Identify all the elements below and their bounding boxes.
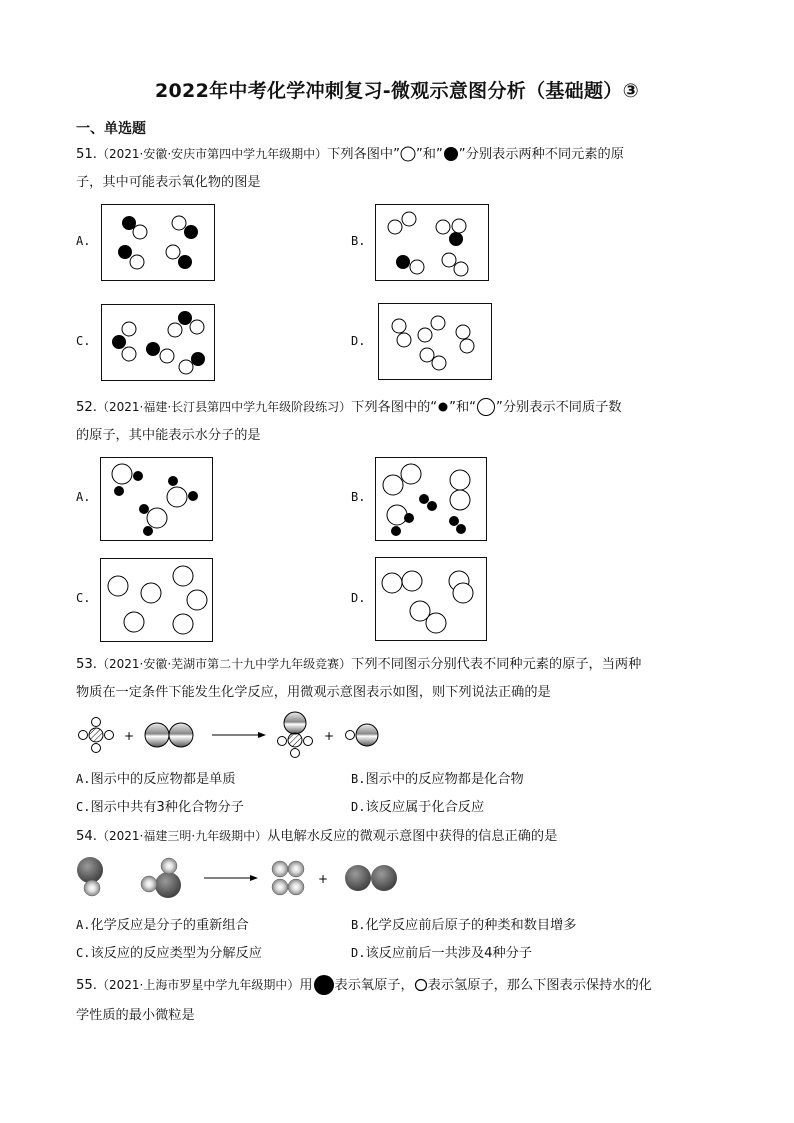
- option-label-b: B.: [351, 234, 366, 248]
- question-text: 表示氧原子，: [334, 978, 414, 993]
- option-label-c: C.: [76, 334, 91, 348]
- question-54: [76, 822, 726, 851]
- option-c: [76, 796, 244, 815]
- question-text: ”分别表示不同质子数: [495, 400, 622, 415]
- option-a: [76, 914, 249, 933]
- q51-figure-b: [375, 204, 489, 281]
- question-number: 53.: [76, 657, 97, 672]
- question-source: （2021·福建·长汀县第四中学九年级阶段练习）: [96, 400, 352, 414]
- question-source: （2021·福建三明·九年级期中）: [96, 829, 268, 843]
- option-text: 图示中的反应物都是单质: [90, 772, 236, 787]
- option-label-b: B.: [351, 490, 366, 504]
- q52-figure-b: [375, 457, 487, 541]
- q52-figure-d: [375, 557, 487, 641]
- option-d: [351, 942, 532, 961]
- option-label-d: D.: [351, 591, 366, 605]
- question-text: 学性质的最小微粒是: [76, 1008, 195, 1023]
- large-white-atom-icon: [476, 397, 496, 417]
- option-d: [351, 796, 484, 815]
- white-atom-icon: [400, 146, 416, 162]
- option-label: A.: [76, 772, 91, 786]
- plus-sign: +: [124, 729, 135, 743]
- option-label: C.: [76, 800, 91, 814]
- option-text: 该反应的反应类型为分解反应: [90, 946, 262, 961]
- question-text: 从电解水反应的微观示意图中获得的信息正确的是: [267, 829, 558, 844]
- plus-sign: +: [324, 729, 335, 743]
- option-label: B.: [351, 918, 366, 932]
- question-text: 子，其中可能表示氧化物的图是: [76, 175, 261, 190]
- option-label: A.: [76, 918, 91, 932]
- question-number: 55.: [76, 978, 97, 993]
- option-a: [76, 768, 236, 787]
- small-black-atom-icon: [437, 401, 449, 413]
- option-text: 该反应前后一共涉及4种分子: [365, 946, 533, 961]
- question-51: [76, 140, 726, 197]
- q51-figure-a: [101, 204, 215, 281]
- option-b: [351, 914, 576, 933]
- question-number: 52.: [76, 400, 97, 415]
- q51-figure-c: [101, 304, 215, 381]
- question-text: ”和“: [449, 400, 476, 415]
- option-text: 化学反应是分子的重新组合: [90, 918, 249, 933]
- question-source: （2021·上海市罗星中学九年级期中）: [96, 978, 300, 992]
- option-text: 图示中共有3种化合物分子: [90, 800, 244, 815]
- question-source: （2021·安徽·芜湖市第二十九中学九年级竞赛）: [96, 657, 352, 671]
- question-text: ”和”: [415, 147, 443, 162]
- question-53: [76, 650, 726, 707]
- option-label-a: A.: [76, 490, 91, 504]
- question-text: 下列不同图示分别代表不同种元素的原子，当两种: [351, 657, 642, 672]
- hydrogen-atom-icon: [414, 978, 428, 992]
- black-atom-icon: [443, 146, 459, 162]
- page-title: 2022年中考化学冲刺复习-微观示意图分析（基础题）③: [155, 80, 639, 102]
- option-label-c: C.: [76, 591, 91, 605]
- option-label-a: A.: [76, 234, 91, 248]
- question-text: 的原子，其中能表示水分子的是: [76, 428, 261, 443]
- option-b: [351, 768, 524, 787]
- q54-reaction-diagram: [76, 852, 406, 908]
- question-source: （2021·安徽·安庆市第四中学九年级期中）: [96, 147, 328, 161]
- option-label: D.: [351, 946, 366, 960]
- oxygen-atom-icon: [313, 974, 335, 996]
- option-label-d: D.: [351, 334, 366, 348]
- question-55: [76, 970, 726, 1031]
- question-text: ”分别表示两种不同元素的原: [458, 147, 624, 162]
- question-text: 用: [299, 978, 313, 993]
- question-text: 下列各图中”: [327, 147, 400, 162]
- q52-figure-c: [100, 558, 213, 642]
- question-text: 物质在一定条件下能发生化学反应，用微观示意图表示如图，则下列说法正确的是: [76, 685, 551, 700]
- question-number: 51.: [76, 147, 97, 162]
- question-text: 下列各图中的“: [351, 400, 438, 415]
- option-label: D.: [351, 800, 366, 814]
- q51-figure-d: [378, 303, 492, 380]
- section-heading: 一、单选题: [76, 121, 146, 137]
- option-label: C.: [76, 946, 91, 960]
- question-text: 表示氢原子，那么下图表示保持水的化: [427, 978, 652, 993]
- plus-sign: +: [318, 872, 329, 886]
- option-text: 图示中的反应物都是化合物: [365, 772, 524, 787]
- option-label: B.: [351, 772, 366, 786]
- question-52: [76, 393, 726, 450]
- option-text: 化学反应前后原子的种类和数目增多: [365, 918, 577, 933]
- q53-reaction-diagram: [76, 708, 396, 764]
- q52-figure-a: [100, 457, 213, 541]
- question-number: 54.: [76, 829, 97, 844]
- option-text: 该反应属于化合反应: [365, 800, 485, 815]
- option-c: [76, 942, 262, 961]
